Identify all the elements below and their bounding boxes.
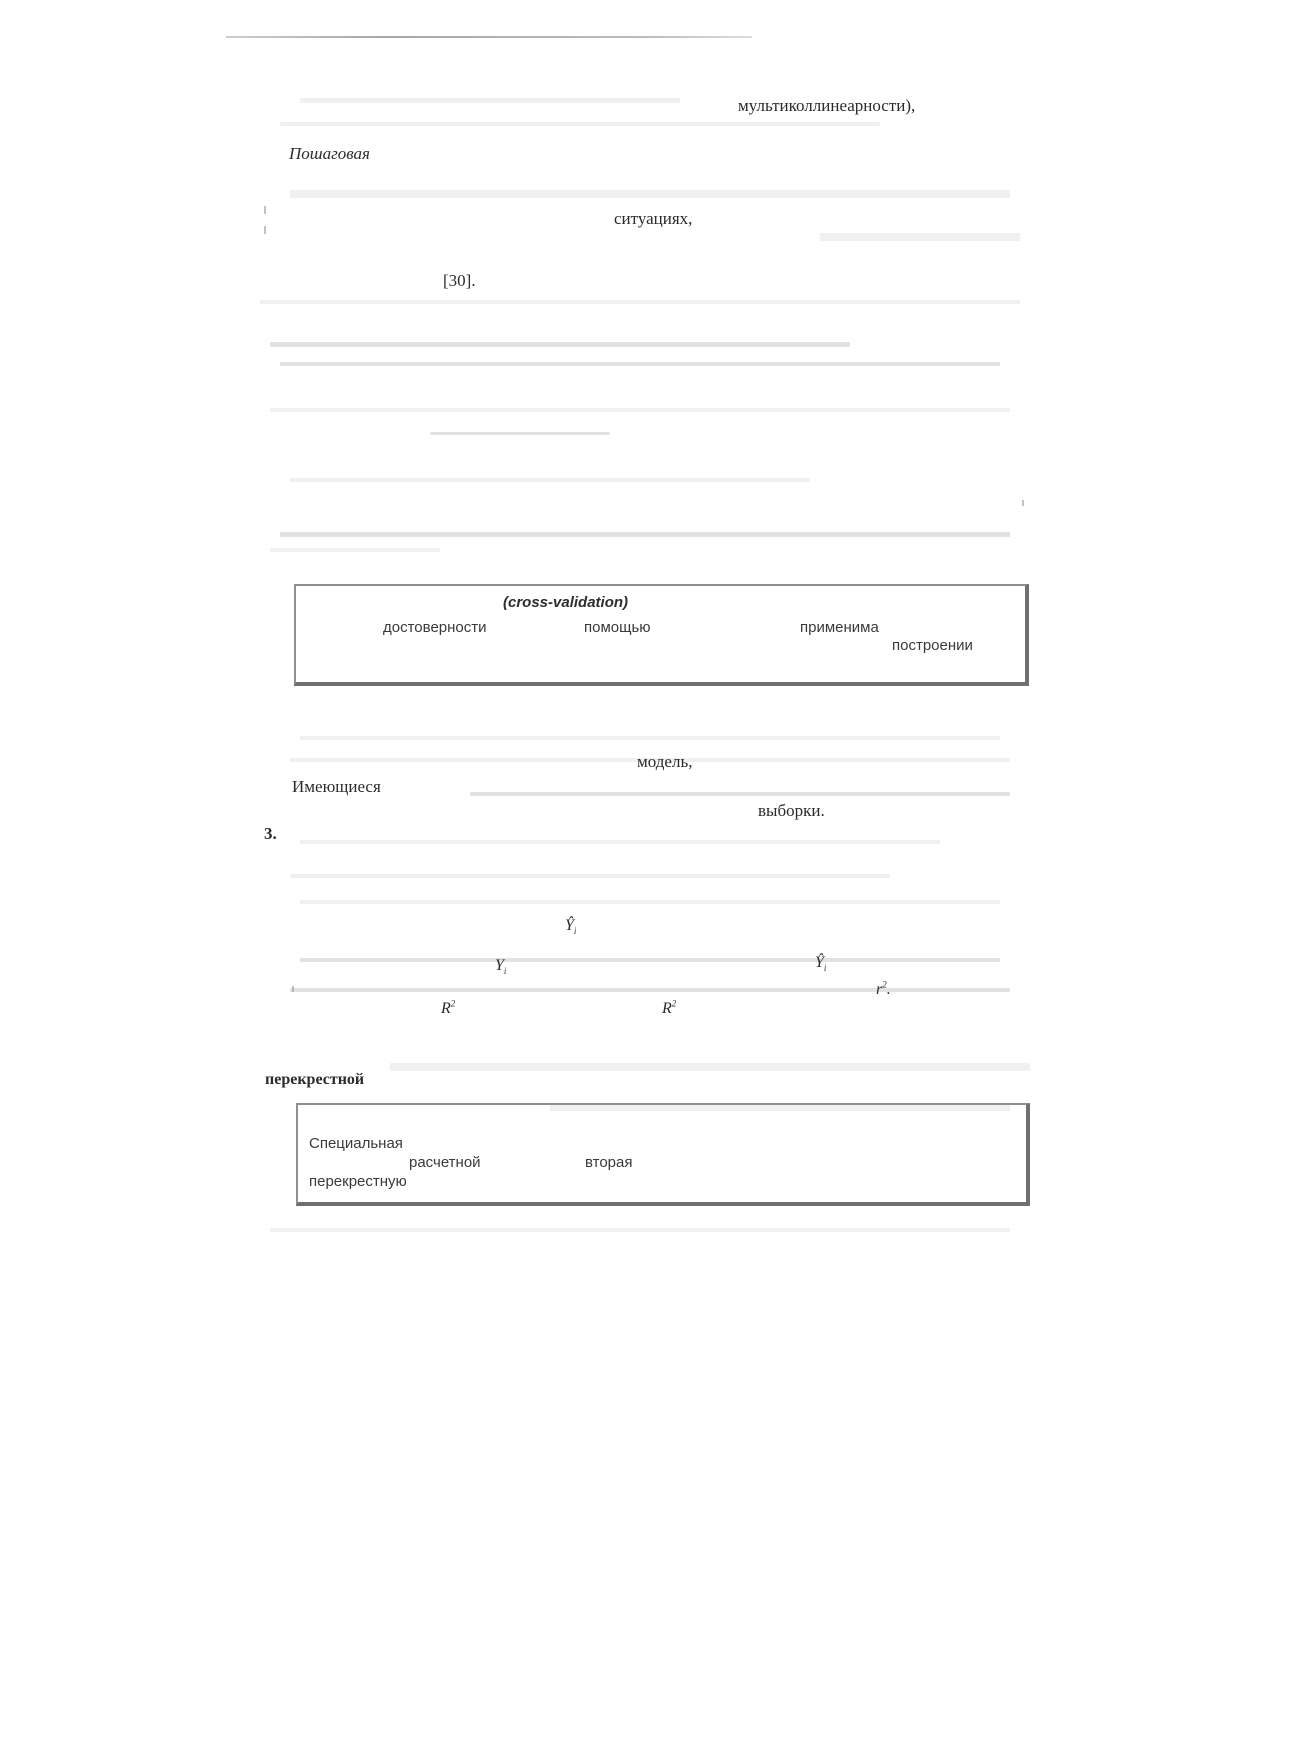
faint-line xyxy=(280,532,1010,537)
text-cross-accusative: перекрестную xyxy=(309,1173,407,1190)
formula-y-i: $Y_i$ xyxy=(495,957,507,977)
faint-line xyxy=(280,362,1000,366)
text-multicollinearity: мультиколлинеарности), xyxy=(738,96,916,115)
faint-line xyxy=(300,958,1000,962)
text-reliability: достоверности xyxy=(383,619,487,636)
faint-heading xyxy=(390,1063,1030,1071)
faint-line xyxy=(270,548,440,552)
text-model: модель, xyxy=(637,752,693,771)
scan-mark xyxy=(292,986,294,992)
formula-r-squared-small: $r^2$. xyxy=(876,979,891,998)
text-cross-heading: перекрестной xyxy=(265,1071,365,1088)
faint-heading xyxy=(290,190,1010,198)
note-box-special xyxy=(296,1103,1030,1206)
faint-line xyxy=(470,792,1010,796)
scan-mark xyxy=(1022,500,1024,506)
list-item-number: 3. xyxy=(264,824,277,843)
text-construction: построении xyxy=(892,637,973,654)
faint-line xyxy=(300,98,680,103)
text-second: вторая xyxy=(585,1154,633,1171)
text-with-help: помощью xyxy=(584,619,651,636)
text-samples: выборки. xyxy=(758,801,825,820)
faint-line xyxy=(270,408,1010,412)
header-rule xyxy=(226,36,752,38)
formula-r-squared-2: $R^2$ xyxy=(662,998,677,1017)
faint-line xyxy=(270,1228,1010,1232)
faint-line xyxy=(280,122,880,126)
text-citation: [30]. xyxy=(443,271,476,290)
formula-y-hat-1: $Ŷ_i$ xyxy=(565,917,577,937)
text-computational: расчетной xyxy=(409,1154,481,1171)
formula-y-hat-2: $Ŷ_i$ xyxy=(815,954,827,974)
scan-mark xyxy=(264,206,266,214)
text-stepwise: Пошаговая xyxy=(289,144,370,163)
text-applicable: применима xyxy=(800,619,879,636)
faint-line xyxy=(300,840,940,844)
faint-line xyxy=(290,478,810,482)
text-cross-validation: (cross-validation) xyxy=(503,594,629,611)
text-available: Имеющиеся xyxy=(292,777,381,796)
text-special: Специальная xyxy=(309,1135,403,1152)
faint-line xyxy=(290,988,1010,992)
faint-line xyxy=(260,300,1020,304)
scan-mark xyxy=(264,226,266,234)
faint-line xyxy=(300,736,1000,740)
faint-line xyxy=(270,342,850,347)
faint-line xyxy=(300,900,1000,904)
faint-line xyxy=(430,432,610,435)
text-situations: ситуациях, xyxy=(614,209,693,228)
faint-heading xyxy=(820,233,1020,241)
formula-r-squared-1: $R^2$ xyxy=(441,998,456,1017)
faint-line xyxy=(290,874,890,878)
